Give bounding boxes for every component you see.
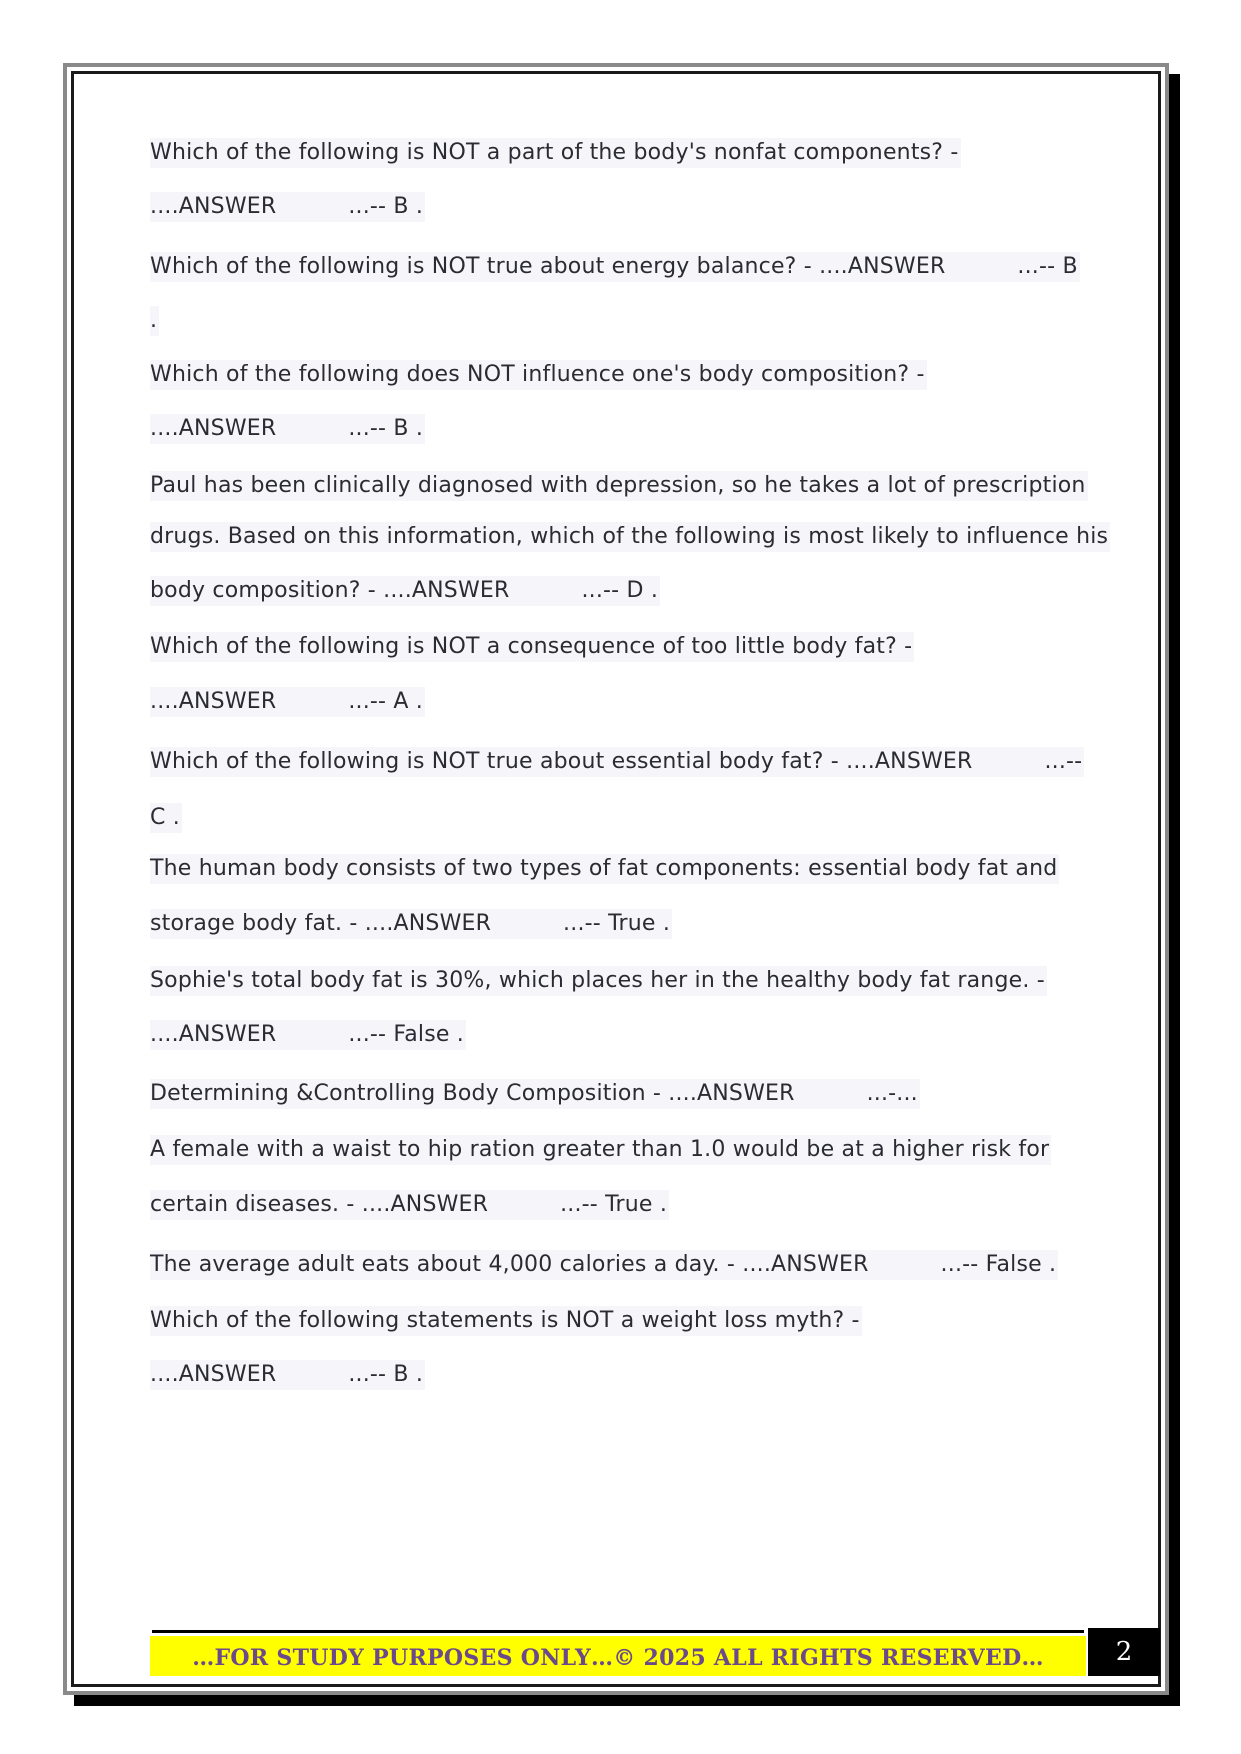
answer-line: ....ANSWER ...-- B . (150, 1360, 425, 1390)
text-line: The human body consists of two types of fat components: essential body fat and (150, 854, 1059, 884)
text-line: A female with a waist to hip ration greater than 1.0 would be at a higher risk for (150, 1135, 1051, 1165)
text-line: Which of the following is NOT true about energy balance? - ....ANSWER ...-- B (150, 252, 1080, 282)
text-line: Which of the following is NOT a part of the body's nonfat components? - (150, 138, 961, 168)
text-line: certain diseases. - ....ANSWER ...-- True . (150, 1190, 669, 1220)
answer-line: ....ANSWER ...-- B . (150, 192, 425, 222)
footer-divider (152, 1630, 1084, 1633)
text-line: Paul has been clinically diagnosed with depression, so he takes a lot of prescription (150, 471, 1088, 501)
text-line: storage body fat. - ....ANSWER ...-- True . (150, 909, 672, 939)
footer-banner: …FOR STUDY PURPOSES ONLY…© 2025 ALL RIGHTS RESERVED… (150, 1636, 1086, 1676)
answer-line: ....ANSWER ...-- B . (150, 414, 425, 444)
text-line: Which of the following is NOT true about essential body fat? - ....ANSWER ...-- (150, 747, 1084, 777)
text-line: Which of the following is NOT a consequence of too little body fat? - (150, 632, 914, 662)
page-number: 2 (1088, 1628, 1160, 1676)
text-line: C . (150, 803, 182, 833)
text-line: Which of the following does NOT influence one's body composition? - (150, 360, 927, 390)
answer-line: ....ANSWER ...-- A . (150, 687, 425, 717)
answer-line: ....ANSWER ...-- False . (150, 1020, 466, 1050)
text-line: Determining &Controlling Body Composition - ....ANSWER ...-... (150, 1079, 920, 1109)
text-line: drugs. Based on this information, which of the following is most likely to influence his (150, 522, 1110, 552)
text-line: body composition? - ....ANSWER ...-- D . (150, 576, 660, 606)
text-line: The average adult eats about 4,000 calories a day. - ....ANSWER ...-- False . (150, 1250, 1058, 1280)
text-line: . (150, 306, 159, 336)
text-line: Sophie's total body fat is 30%, which places her in the healthy body fat range. - (150, 966, 1047, 996)
text-line: Which of the following statements is NOT a weight loss myth? - (150, 1306, 862, 1336)
